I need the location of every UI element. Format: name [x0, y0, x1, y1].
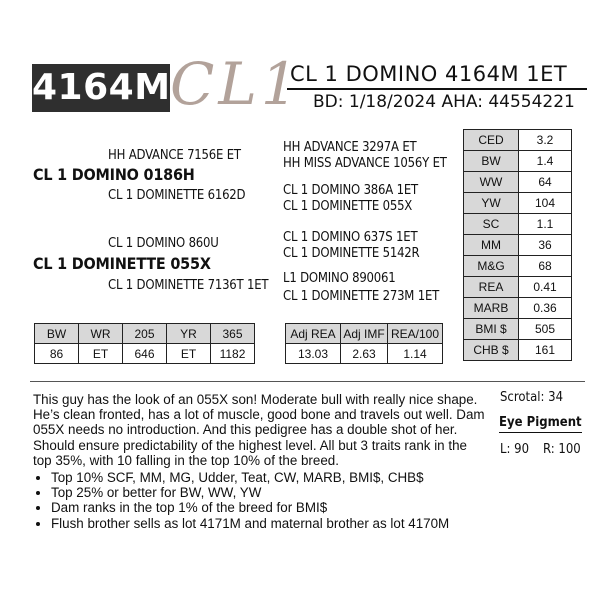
epd-value: 161 [519, 340, 572, 361]
perf-header: WR [79, 324, 123, 344]
birth-info: BD: 1/18/2024 AHA: 44554221 [313, 92, 575, 112]
epd-row [464, 277, 572, 298]
description-text: This guy has the look of an 055X son! Moderate bull with really nice shape. He’s clean fronted, has a lot of muscle, good bone and travels out well. Dam 055X needs no introduction. And this pedigree has a double shot of her. Should ensure predictability of the highest level. All but 3 traits rank in the top 35%, with 10 falling in the top 10% of the breed. [33, 392, 485, 468]
epd-row [464, 319, 572, 340]
highlight-item: • Top 10% SCF, MM, MG, Udder, Teat, CW, MARB, BMI$, CHB$ [51, 470, 488, 485]
epd-row [464, 130, 572, 151]
dam-dam-sire: L1 DOMINO 890061 [283, 271, 396, 286]
epd-value: 1.1 [519, 214, 572, 235]
epd-value: 36 [519, 235, 572, 256]
epd-label: CHB $ [464, 340, 519, 361]
carcass-header: Adj REA [286, 324, 341, 344]
dam: CL 1 DOMINETTE 055X [33, 254, 211, 273]
perf-header: 365 [211, 324, 255, 344]
sire-sire-dam: HH MISS ADVANCE 1056Y ET [283, 156, 447, 171]
sire-dam-dam: CL 1 DOMINETTE 055X [283, 199, 413, 214]
epd-label: MM [464, 235, 519, 256]
epd-value: 68 [519, 256, 572, 277]
highlight-item: • Dam ranks in the top 1% of the breed for BMI$ [51, 500, 488, 515]
epd-label: BW [464, 151, 519, 172]
carcass-value: 2.63 [341, 344, 388, 364]
perf-value: 1182 [211, 344, 255, 364]
epd-row [464, 172, 572, 193]
epd-value: 3.2 [519, 130, 572, 151]
perf-value: ET [79, 344, 123, 364]
epd-value: 0.36 [519, 298, 572, 319]
carcass-value: 1.14 [388, 344, 443, 364]
eye-pigment-title: Eye Pigment [499, 415, 582, 433]
cl1-logo: CL1 [170, 50, 302, 118]
epd-row [464, 340, 572, 361]
epd-label: MARB [464, 298, 519, 319]
highlights-list [33, 470, 488, 531]
epd-label: BMI $ [464, 319, 519, 340]
epd-row [464, 235, 572, 256]
dam-sire-dam: CL 1 DOMINETTE 5142R [283, 246, 420, 261]
eye-pigment-right: R: 100 [543, 442, 581, 457]
epd-label: M&G [464, 256, 519, 277]
lot-number: 4164M [32, 64, 170, 112]
animal-name: CL 1 DOMINO 4164M 1ET [290, 62, 568, 86]
carcass-table [285, 323, 443, 364]
dam-dam-dam: CL 1 DOMINETTE 273M 1ET [283, 289, 440, 304]
sire: CL 1 DOMINO 0186H [33, 165, 195, 184]
dam-dam: CL 1 DOMINETTE 7136T 1ET [108, 278, 269, 293]
epd-label: YW [464, 193, 519, 214]
epd-row [464, 298, 572, 319]
section-divider [30, 381, 585, 382]
carcass-header: Adj IMF [341, 324, 388, 344]
epd-row [464, 256, 572, 277]
epd-label: WW [464, 172, 519, 193]
epd-label: CED [464, 130, 519, 151]
performance-table [34, 323, 255, 364]
sire-sire-sire: HH ADVANCE 3297A ET [283, 140, 417, 155]
highlight-item: • Top 25% or better for BW, WW, YW [51, 485, 488, 500]
epd-value: 1.4 [519, 151, 572, 172]
epd-value: 505 [519, 319, 572, 340]
epd-value: 64 [519, 172, 572, 193]
epd-label: REA [464, 277, 519, 298]
epd-label: SC [464, 214, 519, 235]
perf-header: BW [35, 324, 79, 344]
perf-header: 205 [123, 324, 167, 344]
perf-value: ET [167, 344, 211, 364]
sire-dam-sire: CL 1 DOMINO 386A 1ET [283, 183, 418, 198]
dam-sire-sire: CL 1 DOMINO 637S 1ET [283, 230, 418, 245]
epd-value: 104 [519, 193, 572, 214]
eye-pigment-left: L: 90 [500, 442, 530, 457]
highlight-item: • Flush brother sells as lot 4171M and maternal brother as lot 4170M [51, 516, 488, 531]
scrotal-measure: Scrotal: 34 [500, 390, 564, 405]
perf-header: YR [167, 324, 211, 344]
dam-sire: CL 1 DOMINO 860U [108, 236, 219, 251]
epd-row [464, 151, 572, 172]
sire-dam: CL 1 DOMINETTE 6162D [108, 188, 246, 203]
sire-sire: HH ADVANCE 7156E ET [108, 148, 241, 163]
epd-row [464, 214, 572, 235]
carcass-header: REA/100 [388, 324, 443, 344]
title-divider [287, 88, 587, 90]
perf-value: 86 [35, 344, 79, 364]
carcass-value: 13.03 [286, 344, 341, 364]
epd-row [464, 193, 572, 214]
epd-table [463, 129, 572, 361]
description-block [33, 392, 488, 531]
epd-value: 0.41 [519, 277, 572, 298]
perf-value: 646 [123, 344, 167, 364]
